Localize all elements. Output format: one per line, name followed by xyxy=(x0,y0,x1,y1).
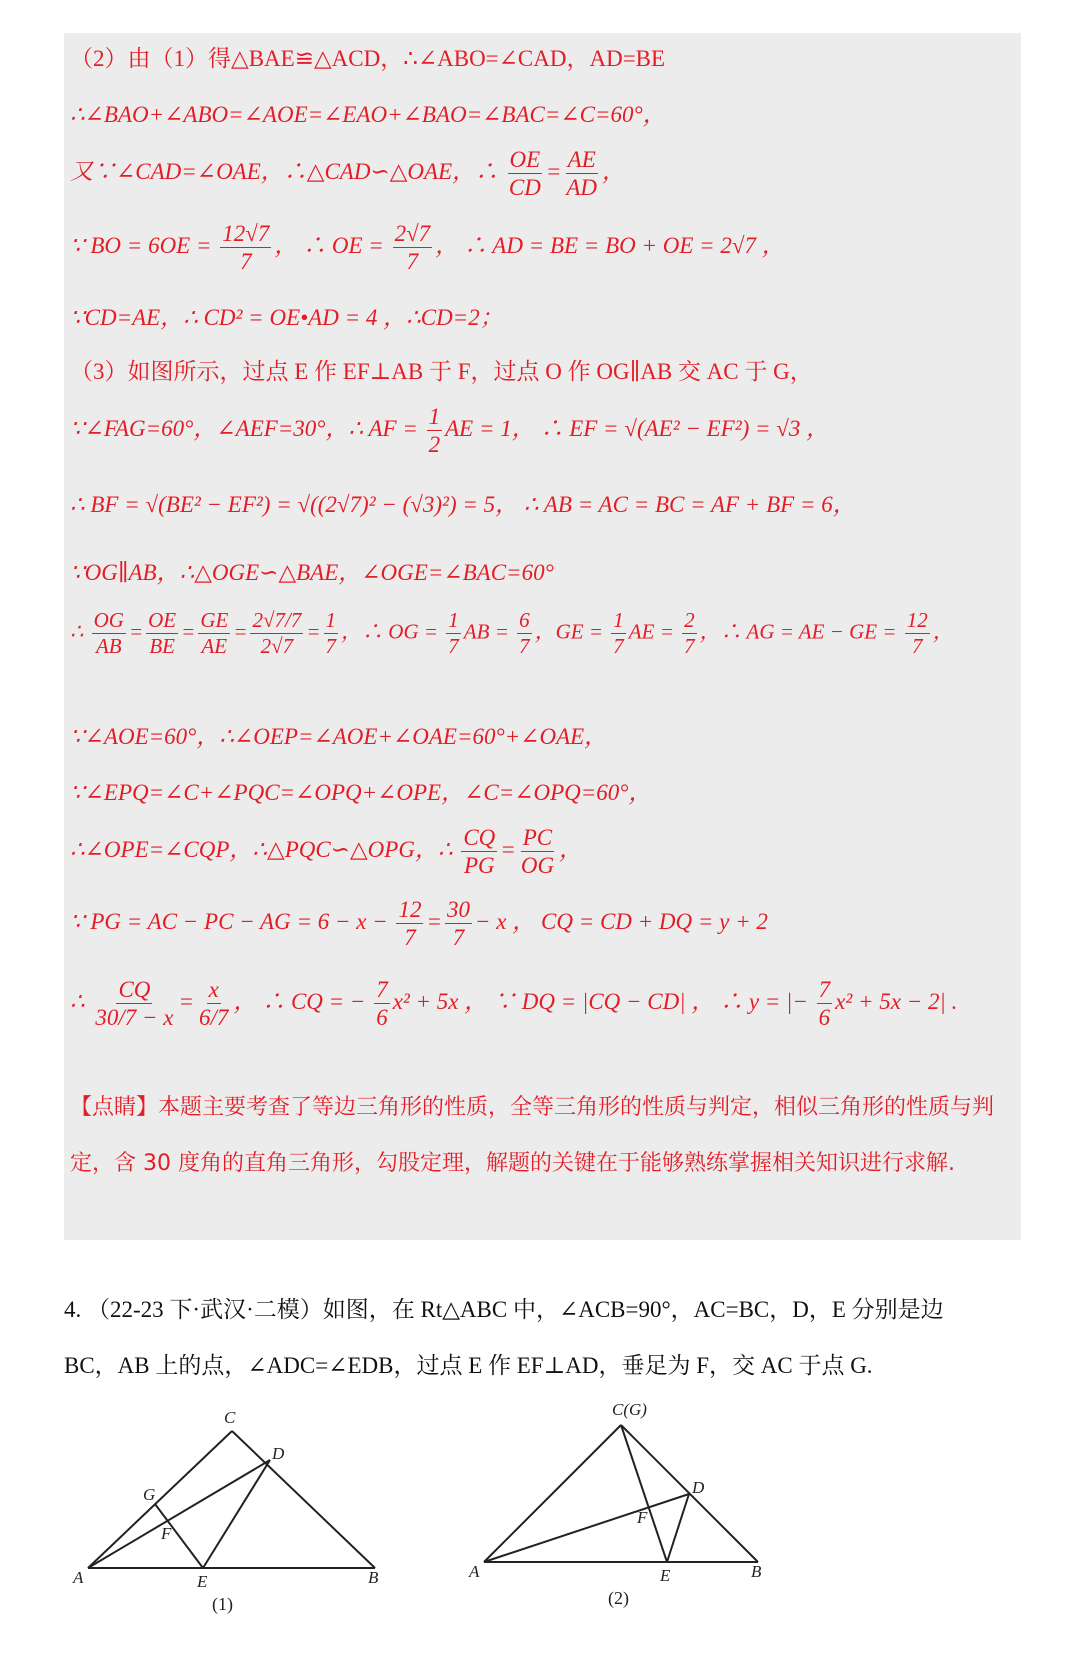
solution-line-10: ∴ $\frac{OG}{AB}$ = $\frac{OE}{BE}$ = $\frac{GE}{AE}$ = $\frac{2√7/7}{2√7}$ = $\frac{1}{7}$ ，∴ OG = $\frac{1}{7}$ AB = $\frac{6}{7}$ ，GE = $\frac{1}{7}$ AE = $\frac{2}{7}$ ，∴ AG = AE − GE = $\frac{12}{7}$ ， xyxy=(70,608,954,658)
fraction-numerator: 7 xyxy=(818,977,831,1002)
fraction-denominator: 2√7 xyxy=(260,634,294,658)
segment-AD xyxy=(484,1494,689,1562)
point-label-f: F xyxy=(161,1524,172,1543)
fraction-denominator: 7 xyxy=(912,634,923,658)
point-label-a: A xyxy=(469,1562,480,1581)
solution-line-8: ∴ BF = √(BE² − EF²) = √((2√7)² − (√3)²) = 5， ∴ AB = AC = BC = AF + BF = 6， xyxy=(70,492,856,517)
fraction-numerator: 7 xyxy=(376,977,388,1002)
point-label-d: D xyxy=(692,1478,705,1497)
solution-text: − x ， CQ = CD + DQ = y + 2 xyxy=(475,908,768,934)
solution-text: ∵ BO = 6OE = xyxy=(70,232,212,258)
solution-text: ∴∠OPE=∠CQP，∴△PQC∽△OPG，∴ xyxy=(70,836,453,862)
fraction-denominator: 7 xyxy=(406,249,419,274)
point-label-d: D xyxy=(272,1444,285,1463)
fraction-numerator: 1 xyxy=(448,608,459,632)
solution-text: ∴ xyxy=(70,988,85,1014)
fraction-denominator: 6 xyxy=(376,1005,388,1030)
fraction-denominator: 6/7 xyxy=(199,1005,229,1030)
fraction-denominator: 7 xyxy=(613,634,624,658)
solution-text: ，∴ AG = AE − GE = xyxy=(699,619,897,644)
fraction-numerator: 2√7/7 xyxy=(252,608,302,632)
solution-text: x² + 5x − 2| . xyxy=(835,988,958,1014)
fraction-denominator: 30/7 − x xyxy=(95,1005,174,1030)
solution-text: ，GE = xyxy=(534,619,604,644)
solution-text: ， ∴ AD = BE = BO + OE = 2√7 ， xyxy=(435,232,785,258)
fraction-numerator: CQ xyxy=(118,977,151,1002)
solution-text: x² + 5x ， ∵ DQ = |CQ − CD| ， ∴ y = |− xyxy=(392,988,808,1014)
fraction-numerator: OE xyxy=(509,147,541,172)
solution-line-13: ∴∠OPE=∠CQP，∴△PQC∽△OPG，∴ $\frac{CQ}{PG}$ = $\frac{PC}{OG}$ ， xyxy=(70,825,583,878)
fraction-numerator: 2 xyxy=(684,608,695,632)
segment-AC xyxy=(484,1425,621,1562)
fraction-denominator: 2 xyxy=(428,432,441,457)
fraction-denominator: OG xyxy=(520,853,555,878)
solution-line-14: ∵ PG = AC − PC − AG = 6 − x − $\frac{12}{7}$ = $\frac{30}{7}$ − x ， CQ = CD + DQ = y + 2 xyxy=(70,897,768,950)
fraction-numerator: CQ xyxy=(463,825,496,850)
fraction-denominator: 7 xyxy=(448,634,459,658)
fraction-numerator: 6 xyxy=(519,608,530,632)
point-label-c: C(G) xyxy=(612,1400,647,1419)
solution-text: ，∴ OG = xyxy=(341,619,439,644)
point-label-a: A xyxy=(73,1568,84,1587)
solution-line-9: ∵OG∥AB，∴△OGE∽△BAE，∠OGE=∠BAC=60° xyxy=(70,560,554,585)
solution-line-12: ∵∠EPQ=∠C+∠PQC=∠OPQ+∠OPE，∠C=∠OPQ=60°， xyxy=(70,780,652,805)
fraction-denominator: 7 xyxy=(240,249,252,274)
fraction-numerator: 30 xyxy=(447,897,471,922)
point-label-b: B xyxy=(368,1568,379,1587)
fraction-denominator: 7 xyxy=(452,925,465,950)
comment-paragraph: 【点睛】本题主要考查了等边三角形的性质，全等三角形的性质与判定，相似三角形的性质与判定，含 30 度角的直角三角形，勾股定理，解题的关键在于能够熟练掌握相关知识进行求解. xyxy=(70,1095,995,1176)
fraction-numerator: 12 xyxy=(398,897,422,922)
fraction-denominator: 6 xyxy=(818,1005,831,1030)
point-label-c: C xyxy=(224,1408,236,1427)
solution-text: AE = 1， ∴ EF = √(AE² − EF²) = √3 ， xyxy=(445,415,830,441)
segment-ED xyxy=(667,1494,689,1562)
fraction-numerator: 1 xyxy=(613,608,624,632)
solution-line-2: ∴∠BAO+∠ABO=∠AOE=∠EAO+∠BAO=∠BAC=∠C=60°， xyxy=(70,102,666,127)
segment-CE xyxy=(621,1425,667,1562)
solution-text: ∵ PG = AC − PC − AG = 6 − x − xyxy=(70,908,388,934)
fraction-denominator: 7 xyxy=(404,925,416,950)
fraction-numerator: x xyxy=(208,977,219,1002)
point-label-b: B xyxy=(751,1562,762,1581)
fraction-numerator: OE xyxy=(148,608,177,632)
point-label-e: E xyxy=(197,1572,208,1591)
fraction-denominator: 7 xyxy=(519,634,530,658)
figure-caption: (1) xyxy=(212,1594,233,1614)
point-label-g: G xyxy=(143,1485,156,1504)
solution-line-15: ∴ $\frac{CQ}{30/7 - x}$ = $\frac{x}{6/7}$ ， ∴ CQ = − $\frac{7}{6}$ x² + 5x ， ∵ DQ = |CQ − CD| ， ∴ y = |− $\frac{7}{6}$ x² + 5x − 2| . xyxy=(70,977,958,1030)
solution-text: ∴ xyxy=(70,619,84,644)
fraction-denominator: AB xyxy=(95,634,122,658)
fraction-denominator: AE xyxy=(201,634,228,658)
solution-line-11: ∵∠AOE=60°，∴∠OEP=∠AOE+∠OAE=60°+∠OAE， xyxy=(70,724,608,749)
fraction-numerator: 1 xyxy=(428,404,441,429)
solution-line-6: （3）如图所示，过点 E 作 EF⊥AB 于 F，过点 O 作 OG∥AB 交 AC 于 G， xyxy=(70,359,813,384)
point-label-e: E xyxy=(660,1566,671,1585)
fraction-numerator: AE xyxy=(567,147,596,172)
problem-line-1: 4. （22-23 下·武汉·二模）如图，在 Rt△ABC 中，∠ACB=90°，AC=BC，D，E 分别是边 xyxy=(64,1297,944,1322)
fraction-denominator: PG xyxy=(463,853,495,878)
fraction-numerator: 12 xyxy=(906,608,928,632)
point-label-f: F xyxy=(637,1508,648,1527)
segment-CB xyxy=(621,1425,758,1562)
solution-text: AB = xyxy=(463,619,509,644)
figure-caption: (2) xyxy=(608,1588,629,1608)
solution-text: ， ∴ CQ = − xyxy=(233,988,366,1014)
fraction-denominator: CD xyxy=(508,175,541,200)
solution-text: ， ∴ OE = xyxy=(274,232,384,258)
fraction-numerator: GE xyxy=(200,608,229,632)
solution-line-5: ∵CD=AE，∴ CD² = OE•AD = 4 ，∴CD=2； xyxy=(70,305,503,330)
fraction-denominator: 7 xyxy=(684,634,695,658)
solution-text: AE = xyxy=(628,619,674,644)
fraction-numerator: OG xyxy=(93,608,124,632)
solution-text: 又∵∠CAD=∠OAE，∴△CAD∽△OAE，∴ xyxy=(70,158,499,184)
fraction-denominator: BE xyxy=(149,634,175,658)
fraction-numerator: 2√7 xyxy=(394,221,431,246)
fraction-numerator: 12√7 xyxy=(222,221,270,246)
fraction-denominator: AD xyxy=(566,175,598,200)
problem-line-2: BC，AB 上的点，∠ADC=∠EDB，过点 E 作 EF⊥AD，垂足为 F，交 AC 于点 G. xyxy=(64,1353,873,1378)
solution-line-3: 又∵∠CAD=∠OAE，∴△CAD∽△OAE，∴ $\frac{OE}{CD}$ = $\frac{AE}{AD}$ ， xyxy=(70,147,626,200)
fraction-numerator: 1 xyxy=(325,608,337,632)
fraction-numerator: PC xyxy=(522,825,553,850)
solution-text: ∵∠FAG=60°，∠AEF=30°，∴ AF = xyxy=(70,415,418,441)
fraction-denominator: 7 xyxy=(325,634,337,658)
solution-line-1: （2）由（1）得△BAE≌△ACD，∴∠ABO=∠CAD，AD=BE xyxy=(70,46,666,71)
